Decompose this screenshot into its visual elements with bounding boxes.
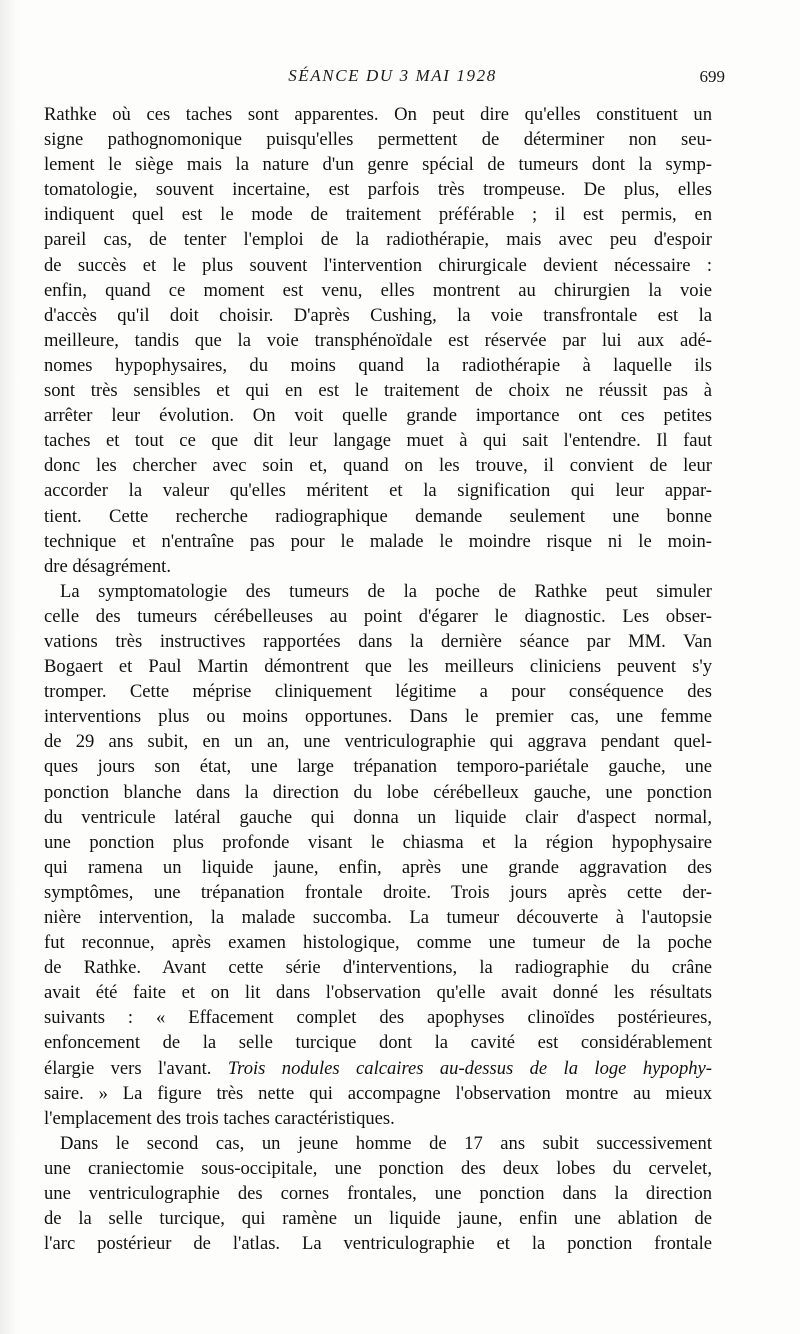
text-line: pareil cas, de tenter l'emploi de la radiothérapie, mais avec peu d'espoir xyxy=(44,229,712,251)
text-line: sont très sensibles et qui en est le traitement de choix ne réussit pas à xyxy=(44,380,712,402)
text-line: une ponction plus profonde visant le chiasma et la région hypophysaire xyxy=(44,831,712,853)
text-line: de Rathke. Avant cette série d'interventions, la radiographie du crâne xyxy=(44,957,712,979)
text-line: celle des tumeurs cérébelleuses au point d'égarer le diagnostic. Les obser- xyxy=(44,605,712,627)
text-line: d'accès qu'il doit choisir. D'après Cushing, la voie transfrontale est la xyxy=(44,304,712,326)
text-line: technique et n'entraîne pas pour le malade le moindre risque ni le moin- xyxy=(44,530,712,552)
text-line: dre désagrément. xyxy=(44,555,171,577)
text-line: enfin, quand ce moment est venu, elles montrent au chirurgien la voie xyxy=(44,279,712,301)
text-line: de 29 ans subit, en un an, une ventriculographie qui aggrava pendant quel- xyxy=(44,731,712,753)
text-line: qui ramena un liquide jaune, enfin, après une grande aggravation des xyxy=(44,856,712,878)
italic-quote: Trois nodules calcaires au-dessus de la loge hypophy- xyxy=(227,1057,712,1079)
text-line: arrêter leur évolution. On voit quelle grande importance ont ces petites xyxy=(44,405,712,427)
text-line: Dans le second cas, un jeune homme de 17 ans subit successivement xyxy=(60,1132,712,1154)
text-line: nomes hypophysaires, du moins quand la radiothérapie à laquelle ils xyxy=(44,354,712,376)
text-line: Bogaert et Paul Martin démontrent que les meilleurs cliniciens peuvent s'y xyxy=(44,656,712,678)
text-line: donc les chercher avec soin et, quand on les trouve, il convient de leur xyxy=(44,455,712,477)
text-line: ques jours son état, une large trépanation temporo-pariétale gauche, une xyxy=(44,756,712,778)
text-line-mixed xyxy=(44,1056,712,1081)
text-line: La symptomatologie des tumeurs de la poche de Rathke peut simuler xyxy=(60,580,712,602)
text-line: lement le siège mais la nature d'un genre spécial de tumeurs dont la symp- xyxy=(44,154,712,176)
text-line: enfoncement de la selle turcique dont la cavité est considérablement xyxy=(44,1032,712,1054)
text-line: de succès et le plus souvent l'intervention chirurgicale devient nécessaire : xyxy=(44,254,712,276)
text-line: suivants : « Effacement complet des apophyses clinoïdes postérieures, xyxy=(44,1007,712,1029)
text-line: Rathke où ces taches sont apparentes. On peut dire qu'elles constituent un xyxy=(44,104,712,125)
text-line: du ventricule latéral gauche qui donna un liquide clair d'aspect normal, xyxy=(44,806,712,828)
text-line: ponction blanche dans la direction du lobe cérébelleux gauche, une ponction xyxy=(44,781,712,803)
text-line: nière intervention, la malade succomba. La tumeur découverte à l'autopsie xyxy=(44,907,712,928)
text-line: symptômes, une trépanation frontale droite. Trois jours après cette der- xyxy=(44,881,712,903)
page-number: 699 xyxy=(699,67,725,86)
text-line: une ventriculographie des cornes frontales, une ponction dans la direction xyxy=(44,1183,712,1205)
text-line: indiquent quel est le mode de traitement préférable ; il est permis, en xyxy=(44,204,712,226)
text-line: tient. Cette recherche radiographique demande seulement une bonne xyxy=(44,505,712,527)
page-header xyxy=(60,66,725,94)
text-line: l'arc postérieur de l'atlas. La ventriculographie et la ponction frontale xyxy=(44,1233,712,1255)
text-line-roman: élargie vers l'avant. xyxy=(44,1057,212,1079)
text-line: signe pathognomonique puisqu'elles permettent de déterminer non seu- xyxy=(44,129,712,151)
text-line: tromper. Cette méprise cliniquement légitime a pour conséquence des xyxy=(44,681,712,703)
text-line: saire. » La figure très nette qui accompagne l'observation montre au mieux xyxy=(44,1082,712,1104)
body-text xyxy=(44,102,712,1256)
text-line: accorder la valeur qu'elles méritent et la signification qui leur appar- xyxy=(44,480,712,502)
text-line: meilleure, tandis que la voie transphénoïdale est réservée par lui aux adé- xyxy=(44,329,712,351)
text-line: l'emplacement des trois taches caractéristiques. xyxy=(44,1107,395,1129)
text-line: interventions plus ou moins opportunes. Dans le premier cas, une femme xyxy=(44,706,712,728)
page-edge-shadow xyxy=(0,0,18,1334)
text-line: de la selle turcique, qui ramène un liquide jaune, enfin une ablation de xyxy=(44,1208,712,1230)
text-line: une craniectomie sous-occipitale, une ponction des deux lobes du cervelet, xyxy=(44,1157,712,1179)
text-line: vations très instructives rapportées dans la dernière séance par MM. Van xyxy=(44,630,712,652)
text-line: avait été faite et on lit dans l'observation qu'elle avait donné les résultats xyxy=(44,982,712,1004)
text-line: tomatologie, souvent incertaine, est parfois très trompeuse. De plus, elles xyxy=(44,179,712,201)
text-line: fut reconnue, après examen histologique, comme une tumeur de la poche xyxy=(44,932,712,954)
running-title: SÉANCE DU 3 MAI 1928 xyxy=(288,66,497,85)
text-line: taches et tout ce que dit leur langage muet à qui sait l'entendre. Il faut xyxy=(44,430,712,452)
